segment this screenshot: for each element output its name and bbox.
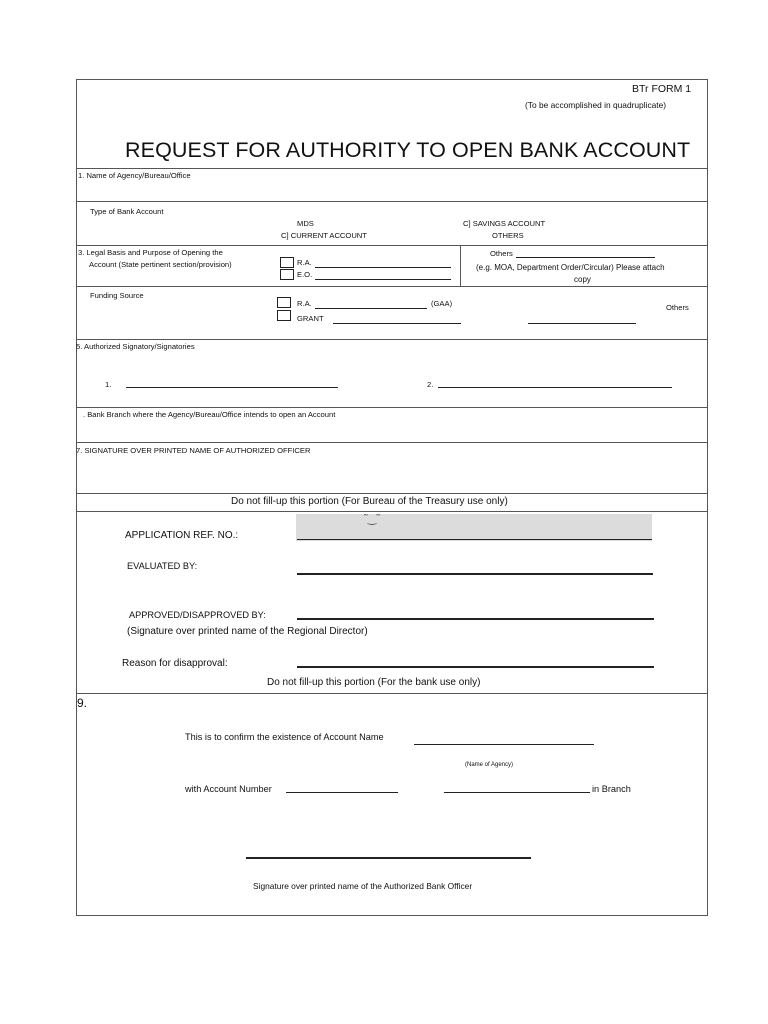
row-divider <box>76 407 707 408</box>
ra-label: R.A. <box>297 258 312 267</box>
fund-ra-label: R.A. <box>297 299 312 308</box>
reason-field[interactable] <box>297 666 654 668</box>
fund-ra-checkbox[interactable] <box>277 297 291 308</box>
bank-officer-signature-line[interactable] <box>246 857 531 859</box>
signatory-2-number: 2. <box>427 380 434 389</box>
eo-field[interactable] <box>315 279 451 280</box>
shaded-field-background <box>296 514 652 541</box>
authorized-officer-label: 7. SIGNATURE OVER PRINTED NAME OF AUTHORIZED OFFICER <box>76 446 311 455</box>
bank-officer-signature-label: Signature over printed name of the Authorized Bank Officer <box>253 881 473 891</box>
fund-others-field[interactable] <box>528 323 636 324</box>
evaluated-by-label: EVALUATED BY: <box>127 561 198 571</box>
account-number-label: with Account Number <box>185 784 272 794</box>
account-number-field[interactable] <box>286 792 398 793</box>
row-divider <box>76 201 707 202</box>
others-legal-field[interactable] <box>516 257 655 258</box>
approved-by-label: APPROVED/DISAPPROVED BY: <box>129 610 266 620</box>
others-account-option[interactable]: OTHERS <box>492 231 524 240</box>
reason-label: Reason for disapproval: <box>122 658 228 669</box>
current-account-option[interactable]: C] CURRENT ACCOUNT <box>281 231 367 240</box>
bank-branch-label: . Bank Branch where the Agency/Bureau/Office intends to open an Account <box>83 410 336 419</box>
quadruplicate-note: (To be accomplished in quadruplicate) <box>525 100 667 110</box>
in-branch-label: in Branch <box>592 784 631 794</box>
grant-checkbox[interactable] <box>277 310 291 321</box>
signatories-label: 5. Authorized Signatory/Signatories <box>76 342 195 351</box>
others-legal-label: Others <box>490 249 513 258</box>
branch-field[interactable] <box>444 792 590 793</box>
savings-account-option[interactable]: C] SAVINGS ACCOUNT <box>463 219 546 228</box>
attach-note: (e.g. MOA, Department Order/Circular) Please attach <box>476 263 665 272</box>
account-type-label: Type of Bank Account <box>90 207 164 216</box>
grant-label: GRANT <box>297 314 324 323</box>
form-number: BTr FORM 1 <box>632 83 692 95</box>
evaluated-by-field[interactable] <box>297 573 653 575</box>
row-divider <box>76 693 707 694</box>
funding-source-label: Funding Source <box>90 291 144 300</box>
gaa-label: (GAA) <box>431 299 453 308</box>
fund-ra-field[interactable] <box>315 308 427 309</box>
account-name-field[interactable] <box>414 744 594 745</box>
row-divider <box>76 339 707 340</box>
signatory-1-number: 1. <box>105 380 112 389</box>
name-of-agency-note: (Name of Agency) <box>465 762 514 768</box>
treasury-banner: Do not fill-up this portion (For Bureau of the Treasury use only) <box>231 496 508 507</box>
eo-label: E.O. <box>297 270 313 279</box>
row-divider <box>76 168 707 169</box>
confirm-text: This is to confirm the existence of Account Name <box>185 732 384 742</box>
row-divider <box>76 511 707 512</box>
attach-note-2: copy <box>574 275 591 284</box>
application-ref-label: APPLICATION REF. NO.: <box>125 530 239 541</box>
approved-by-field[interactable] <box>297 618 654 620</box>
signatory-2-field[interactable] <box>438 387 672 388</box>
section-9-number: 9. <box>77 696 88 710</box>
fund-others-label: Others <box>666 303 689 312</box>
bank-banner: Do not fill-up this portion (For the bank use only) <box>267 677 481 688</box>
column-divider <box>460 245 461 286</box>
regional-director-note: (Signature over printed name of the Regional Director) <box>127 626 368 637</box>
mds-label: MDS <box>297 219 314 228</box>
eo-checkbox[interactable] <box>280 269 294 280</box>
signatory-1-field[interactable] <box>126 387 338 388</box>
row-divider <box>76 442 707 443</box>
application-ref-field[interactable] <box>297 539 652 540</box>
row-divider <box>76 245 707 246</box>
legal-basis-label: 3. Legal Basis and Purpose of Opening the <box>78 248 223 257</box>
grant-field[interactable] <box>333 323 461 324</box>
page-title: REQUEST FOR AUTHORITY TO OPEN BANK ACCOUNT <box>125 138 691 162</box>
row-divider <box>76 493 707 494</box>
agency-name-label: 1. Name of Agency/Bureau/Office <box>78 171 191 180</box>
ra-checkbox[interactable] <box>280 257 294 268</box>
ra-field[interactable] <box>315 267 451 268</box>
row-divider <box>76 286 707 287</box>
seal-mark: ˜‿˜ <box>364 513 381 525</box>
legal-basis-label-2: Account (State pertinent section/provision) <box>89 260 232 269</box>
